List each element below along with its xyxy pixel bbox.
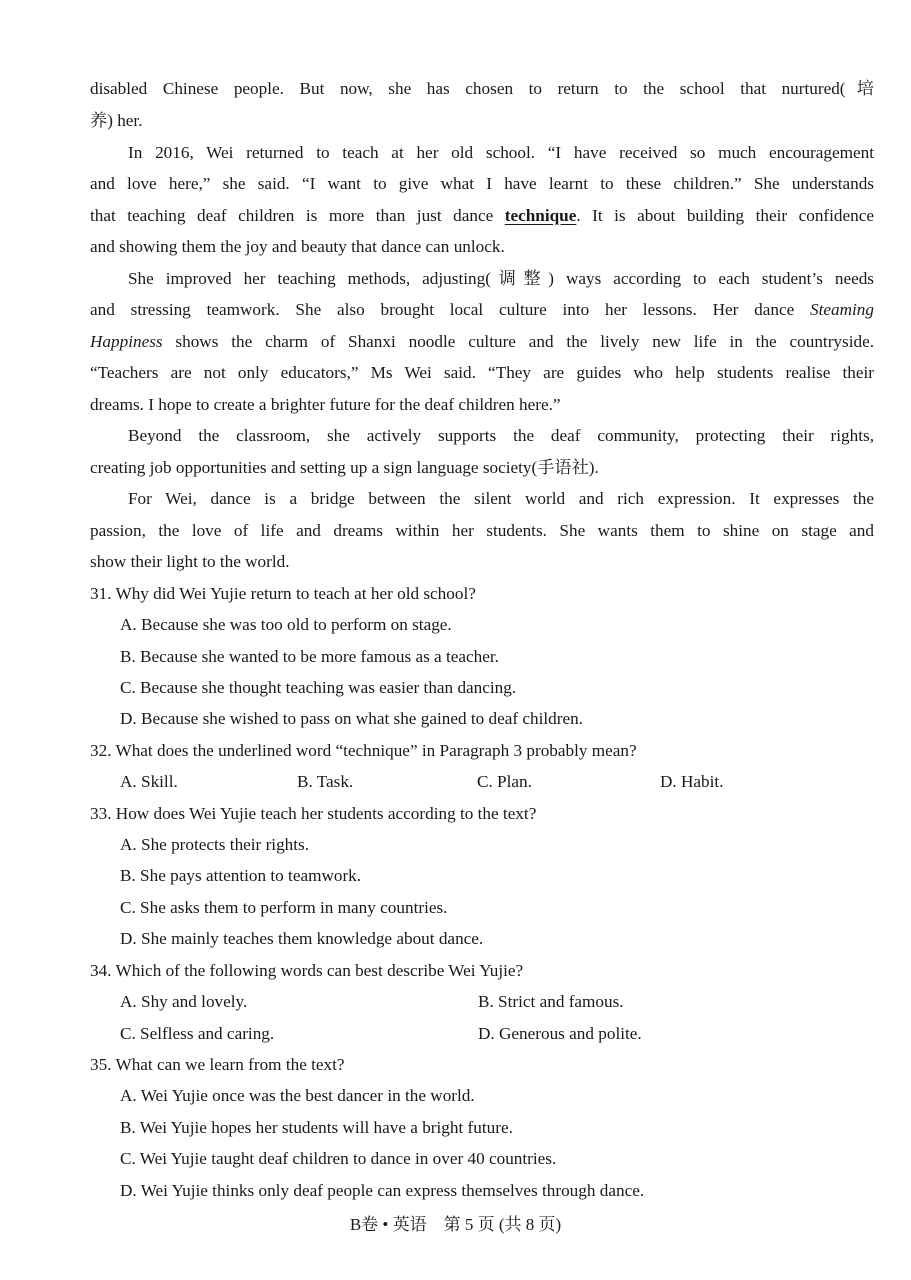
answer-option[interactable]: D. Habit.: [660, 772, 724, 791]
question-stem: 35. What can we learn from the text?: [90, 1055, 345, 1074]
answer-option[interactable]: A. Shy and lovely.: [120, 992, 248, 1011]
answer-option[interactable]: A. Wei Yujie once was the best dancer in the world.: [120, 1086, 475, 1105]
underlined-word-technique: technique: [504, 206, 577, 225]
answer-option[interactable]: C. Because she thought teaching was easier than dancing.: [120, 678, 517, 697]
passage-line: [90, 299, 874, 321]
answer-option[interactable]: B. She pays attention to teamwork.: [120, 866, 362, 885]
passage-line: Beyond the classroom, she actively supports the deaf community, protecting their rights,: [128, 426, 874, 445]
passage-line: creating job opportunities and setting up a sign language society(手语社).: [90, 458, 599, 477]
answer-option[interactable]: C. She asks them to perform in many countries.: [120, 898, 448, 917]
passage-line: 养) her.: [90, 111, 143, 130]
passage-line: show their light to the world.: [90, 552, 290, 571]
passage-line: She improved her teaching methods, adjusting(调整) ways according to each student’s needs: [128, 269, 874, 288]
page-footer: B卷 • 英语 第 5 页 (共 8 页): [349, 1215, 562, 1234]
answer-option[interactable]: D. She mainly teaches them knowledge about dance.: [120, 929, 484, 948]
dance-title: Steaming: [810, 300, 874, 319]
passage-line: For Wei, dance is a bridge between the silent world and rich expression. It expresses the: [128, 489, 874, 508]
answer-option[interactable]: D. Wei Yujie thinks only deaf people can express themselves through dance.: [120, 1181, 645, 1200]
passage-text: and stressing teamwork. She also brought local culture into her lessons. Her dance: [90, 300, 811, 319]
passage-line: In 2016, Wei returned to teach at her old school. “I have received so much encouragement: [128, 143, 874, 162]
answer-option[interactable]: C. Plan.: [477, 772, 532, 791]
passage-line: [90, 331, 874, 353]
answer-option[interactable]: B. Strict and famous.: [478, 992, 624, 1011]
answer-option[interactable]: A. She protects their rights.: [120, 835, 310, 854]
passage-text: . It is about building their confidence: [576, 206, 875, 225]
passage-line: “Teachers are not only educators,” Ms Wei said. “They are guides who help students realise their: [90, 363, 874, 382]
passage-line: and showing them the joy and beauty that dance can unlock.: [90, 237, 505, 256]
passage-line: disabled Chinese people. But now, she has chosen to return to the school that nurtured(培: [90, 79, 874, 98]
answer-option[interactable]: B. Because she wanted to be more famous as a teacher.: [120, 647, 499, 666]
answer-option[interactable]: D. Because she wished to pass on what she gained to deaf children.: [120, 709, 583, 728]
answer-option[interactable]: C. Selfless and caring.: [120, 1024, 275, 1043]
answer-option[interactable]: B. Task.: [297, 772, 354, 791]
passage-text: shows the charm of Shanxi noodle culture and the lively new life in the countryside.: [162, 332, 874, 351]
question-stem: 33. How does Wei Yujie teach her students according to the text?: [90, 804, 537, 823]
question-stem: 31. Why did Wei Yujie return to teach at her old school?: [90, 584, 476, 603]
answer-option[interactable]: D. Generous and polite.: [478, 1024, 642, 1043]
answer-option[interactable]: A. Skill.: [120, 772, 178, 791]
answer-option[interactable]: C. Wei Yujie taught deaf children to dance in over 40 countries.: [120, 1149, 557, 1168]
answer-option[interactable]: A. Because she was too old to perform on stage.: [120, 615, 452, 634]
dance-title: Happiness: [90, 332, 163, 351]
passage-line: passion, the love of life and dreams within her students. She wants them to shine on stage and: [90, 521, 874, 540]
passage-line: and love here,” she said. “I want to give what I have learnt to these children.” She understands: [90, 174, 874, 193]
question-stem: 34. Which of the following words can best describe Wei Yujie?: [90, 961, 524, 980]
passage-line: dreams. I hope to create a brighter future for the deaf children here.”: [90, 395, 561, 414]
passage-line: [90, 205, 874, 227]
question-stem: 32. What does the underlined word “technique” in Paragraph 3 probably mean?: [90, 741, 637, 760]
passage-text: that teaching deaf children is more than just dance: [90, 206, 505, 225]
answer-option[interactable]: B. Wei Yujie hopes her students will have a bright future.: [120, 1118, 513, 1137]
